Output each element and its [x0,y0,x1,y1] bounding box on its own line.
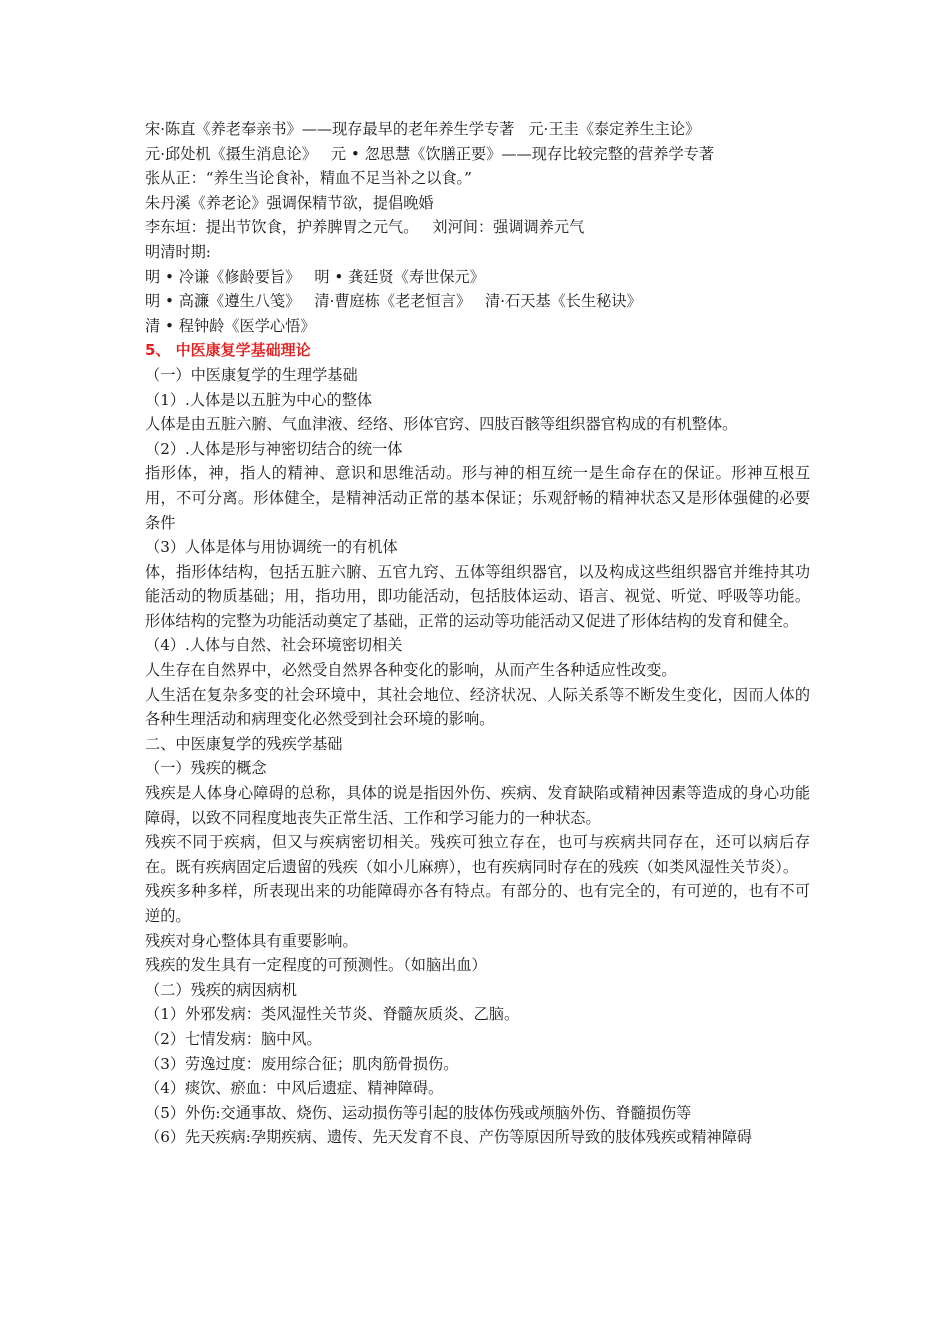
etiology-item: （1）外邪发病：类风湿性关节炎、脊髓灰质炎、乙脑。 [145,1005,520,1024]
section-5-heading: 5、 中医康复学基础理论 [145,341,311,360]
point-3-text: 体，指形体结构，包括五脏六腑、五官九窍、五体等组织器官，以及构成这些组织器官并维持其功能活动的物质基础；用，指功用，即功能活动，包括肢体运动、语言、视觉、听觉、呼吸等功能。形体结构的完整为功能活动奠定了基础，正常的运动等功能活动又促进了形体结构的发育和健全。 [145,562,810,630]
etiology-item: （2）七情发病：脑中风。 [145,1029,322,1048]
physiology-subheading: （一）中医康复学的生理学基础 [145,365,358,384]
ming-gaolian-entry: 明 • 高濂《遵生八笺》 [145,292,301,311]
concept-title: （一）残疾的概念 [145,759,267,778]
etiology-item: （3）劳逸过度：废用综合征；肌肉筋骨损伤。 [145,1054,459,1073]
concept-paragraph-1: 残疾是人体身心障碍的总称，具体的说是指因外伤、疾病、发育缺陷或精神因素等造成的身心功能障碍，以致不同程度地丧失正常生活、工作和学习能力的一种状态。 [145,784,810,827]
intro-line-2 [145,142,810,167]
song-chenzhi-entry: 宋·陈直《养老奉亲书》——现存最早的老年养生学专著 [145,120,515,138]
etiology-item: （5）外伤:交通事故、烧伤、运动损伤等引起的肢体伤残或颅脑外伤、脊髓损伤等 [145,1103,692,1122]
yuan-husihui-entry: 元 • 忽思慧《饮膳正要》——现存比较完整的营养学专著 [330,144,715,163]
intro-line-7 [145,265,810,290]
intro-line-8 [145,289,810,314]
disability-subheading: 二、中医康复学的残疾学基础 [145,734,343,753]
etiology-item: （4）痰饮、瘀血：中风后遗症、精神障碍。 [145,1079,444,1098]
etiology-title: （二）残疾的病因病机 [145,980,297,999]
ming-gongtingxian-entry: 明 • 龚廷贤《寿世保元》 [314,267,485,286]
concept-paragraph-2: 残疾不同于疾病，但又与疾病密切相关。残疾可独立存在，也可与疾病共同存在，还可以病后存在。既有疾病固定后遗留的残疾（如小儿麻痹），也有疾病同时存在的残疾（如类风湿性关节炎）。 [145,833,810,876]
point-1-title: （1）.人体是以五脏为中心的整体 [145,390,373,409]
ming-lengqian-entry: 明 • 冷谦《修龄要旨》 [145,267,301,286]
document-page [145,117,810,1150]
point-3-title: （3）人体是体与用协调统一的有机体 [145,538,398,557]
zhu-danxi-entry: 朱丹溪《养老论》强调保精节欲，提倡晚婚 [145,193,434,212]
point-4-text-2: 人生活在复杂多变的社会环境中，其社会地位、经济状况、人际关系等不断发生变化，因而人体的各种生理活动和病理变化必然受到社会环境的影响。 [145,685,810,729]
concept-paragraph-5: 残疾的发生具有一定程度的可预测性。（如脑出血） [145,956,487,975]
point-1-text: 人体是由五脏六腑、气血津液、经络、形体官窍、四肢百骸等组织器官构成的有机整体。 [145,415,738,434]
ming-qing-heading: 明清时期: [145,242,211,261]
yuan-wanggui-entry: 元·王圭《泰定养生主论》 [528,120,701,138]
point-4-text-1: 人生存在自然界中，必然受自然界各种变化的影响，从而产生各种适应性改变。 [145,661,677,680]
etiology-item: （6）先天疾病:孕期疾病、遗传、先天发育不良、产伤等原因所导致的肢体残疾或精神障碍 [145,1128,753,1147]
point-4-title: （4）.人体与自然、社会环境密切相关 [145,636,403,655]
intro-line-5 [145,215,810,240]
intro-line-1 [145,117,810,142]
qing-caotingdong-entry: 清·曹庭栋《老老恒言》 [314,292,472,311]
liu-hejian-entry: 刘河间：强调调养元气 [432,218,585,237]
zhang-congzheng-quote: 张从正：“养生当论食补，精血不足当补之以食。” [145,169,472,188]
concept-paragraph-3: 残疾多种多样，所表现出来的功能障碍亦各有特点。有部分的、也有完全的，有可逆的，也有不可逆的。 [145,882,810,925]
concept-paragraph-4: 残疾对身心整体具有重要影响。 [145,931,358,950]
point-2-text: 指形体，神，指人的精神、意识和思维活动。形与神的相互统一是生命存在的保证。形神互根互用，不可分离。形体健全，是精神活动正常的基本保证；乐观舒畅的精神状态又是形体强健的必要条件 [145,464,810,532]
point-2-title: （2）.人体是形与神密切结合的统一体 [145,439,403,458]
li-dongyuan-entry: 李东垣：提出节饮食，护养脾胃之元气。 [145,218,419,237]
yuan-qiuchuji-entry: 元·邱处机《摄生消息论》 [145,144,317,163]
qing-shitianji-entry: 清·石天基《长生秘诀》 [485,292,642,311]
qing-chengzhongling-entry: 清 • 程钟龄《医学心悟》 [145,316,316,335]
